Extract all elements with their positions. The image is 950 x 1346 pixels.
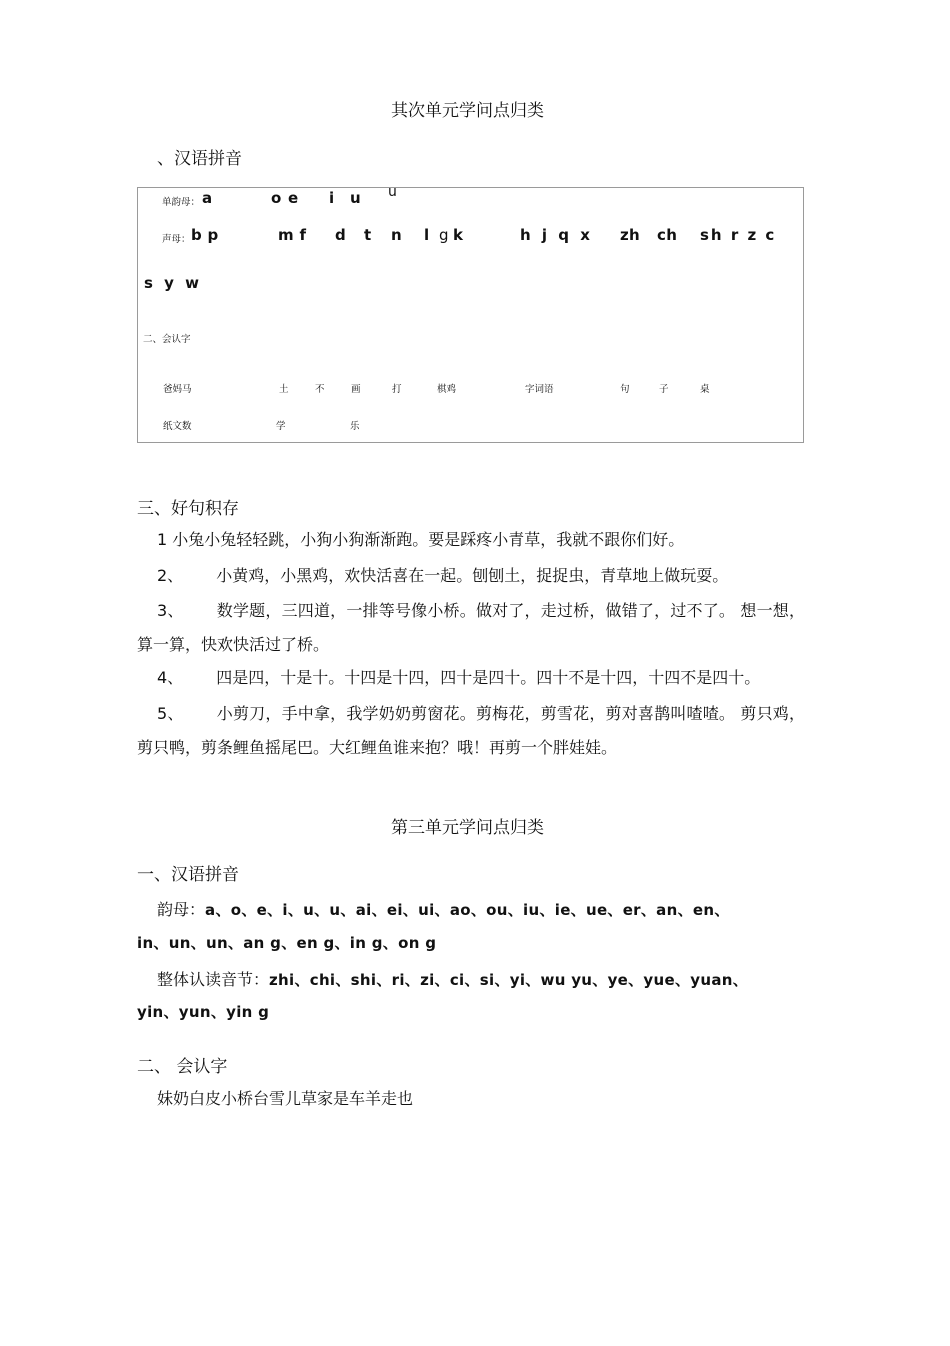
sentence-number: 1	[157, 530, 168, 549]
sentence-number: 4、	[157, 668, 184, 687]
word-item: 爸妈马	[163, 384, 192, 395]
initials-label: 声母：	[162, 234, 191, 245]
unit2-pinyin-heading: 、汉语拼音	[157, 149, 242, 169]
unit3-title: 第三单元学问点归类	[391, 818, 544, 838]
sentence-text: 数学题，三四道，一排等号像小桥。做对了，走过桥，做错了，过不了。 想一想，算一算，快欢快活过了桥。	[137, 601, 805, 654]
sentence-4	[137, 661, 805, 695]
sentence-5	[137, 697, 805, 765]
unit3-whole-line1	[157, 967, 748, 990]
word-item: 不	[315, 384, 325, 395]
initials-syw: s y w	[144, 274, 203, 292]
whole-list: zhi、chi、shi、ri、zi、ci、si、yi、wu yu、ye、yue、yuan、	[269, 971, 749, 989]
initial-g: g	[439, 226, 449, 244]
final-i: i	[329, 189, 335, 207]
unit2-literacy-heading: 二、会认字	[143, 334, 191, 345]
word-item: 乐	[350, 421, 360, 432]
initials-shrzc: sh r z c	[700, 226, 777, 244]
unit3-literacy-chars: 妹奶白皮小桥台雪儿草家是车羊走也	[157, 1089, 414, 1108]
word-item: 打	[392, 384, 402, 395]
sentences-heading: 三、好句积存	[137, 499, 239, 519]
initials-mf: m f	[278, 226, 307, 244]
finals-label: 单韵母：	[162, 197, 201, 208]
initials-bp: b p	[191, 226, 219, 244]
sentence-text: 四是四，十是十。十四是十四，四十是四十。四十不是十四，十四不是四十。	[216, 668, 761, 687]
initial-d: d	[335, 226, 347, 244]
sentence-text: 小兔小兔轻轻跳，小狗小狗渐渐跑。要是踩疼小青草，我就不跟你们好。	[172, 530, 685, 549]
sentence-text: 小剪刀，手中拿，我学奶奶剪窗花。剪梅花，剪雪花，剪对喜鹊叫喳喳。 剪只鸡，剪只鸭，剪条鲤鱼摇尾巴。大红鲤鱼谁来抱？哦！再剪一个胖娃娃。	[137, 704, 805, 757]
unit2-title: 其次单元学问点归类	[391, 101, 544, 121]
word-item: 画	[351, 384, 361, 395]
final-u: u	[350, 189, 361, 207]
final-o: o	[271, 189, 282, 207]
unit3-finals-line2: in、un、un、an g、en g、in g、on g	[137, 934, 437, 952]
initial-l: l	[424, 226, 430, 244]
sentence-2	[137, 559, 805, 593]
word-item: 纸文数	[163, 421, 192, 432]
word-item: 土	[279, 384, 289, 395]
unit3-pinyin-heading: 一、汉语拼音	[137, 865, 239, 885]
word-item: 字词语	[525, 384, 554, 395]
word-item: 句	[620, 384, 630, 395]
initials-hjqx: h j q x	[520, 226, 593, 244]
word-item: 学	[276, 421, 286, 432]
initial-ch: ch	[657, 226, 678, 244]
final-u-umlaut: u	[388, 184, 397, 200]
sentence-1	[137, 523, 805, 557]
finals-list: a、o、e、i、u、u、ai、ei、ui、ao、ou、iu、ie、ue、er、an、en、	[205, 901, 730, 919]
whole-label: 整体认读音节：	[157, 970, 270, 989]
sentence-number: 2、	[157, 566, 184, 585]
word-item: 棋鸡	[437, 384, 457, 395]
sentence-3	[137, 594, 805, 662]
initial-k: k	[453, 226, 464, 244]
final-a: a	[202, 189, 213, 207]
initial-n: n	[391, 226, 402, 244]
unit3-whole-line2: yin、yun、yin g	[137, 1003, 270, 1021]
sentence-number: 5、	[157, 704, 184, 723]
sentence-number: 3、	[157, 601, 184, 620]
sentence-text: 小黄鸡，小黑鸡，欢快活喜在一起。刨刨土，捉捉虫，青草地上做玩耍。	[216, 566, 729, 585]
initial-zh: zh	[620, 226, 641, 244]
word-item: 子	[659, 384, 669, 395]
finals-label: 韵母：	[157, 900, 206, 919]
word-item: 桌	[700, 384, 710, 395]
unit3-literacy-heading: 二、 会认字	[137, 1057, 228, 1077]
initial-t: t	[364, 226, 372, 244]
final-e: e	[288, 189, 299, 207]
unit3-finals-line1	[157, 897, 730, 920]
